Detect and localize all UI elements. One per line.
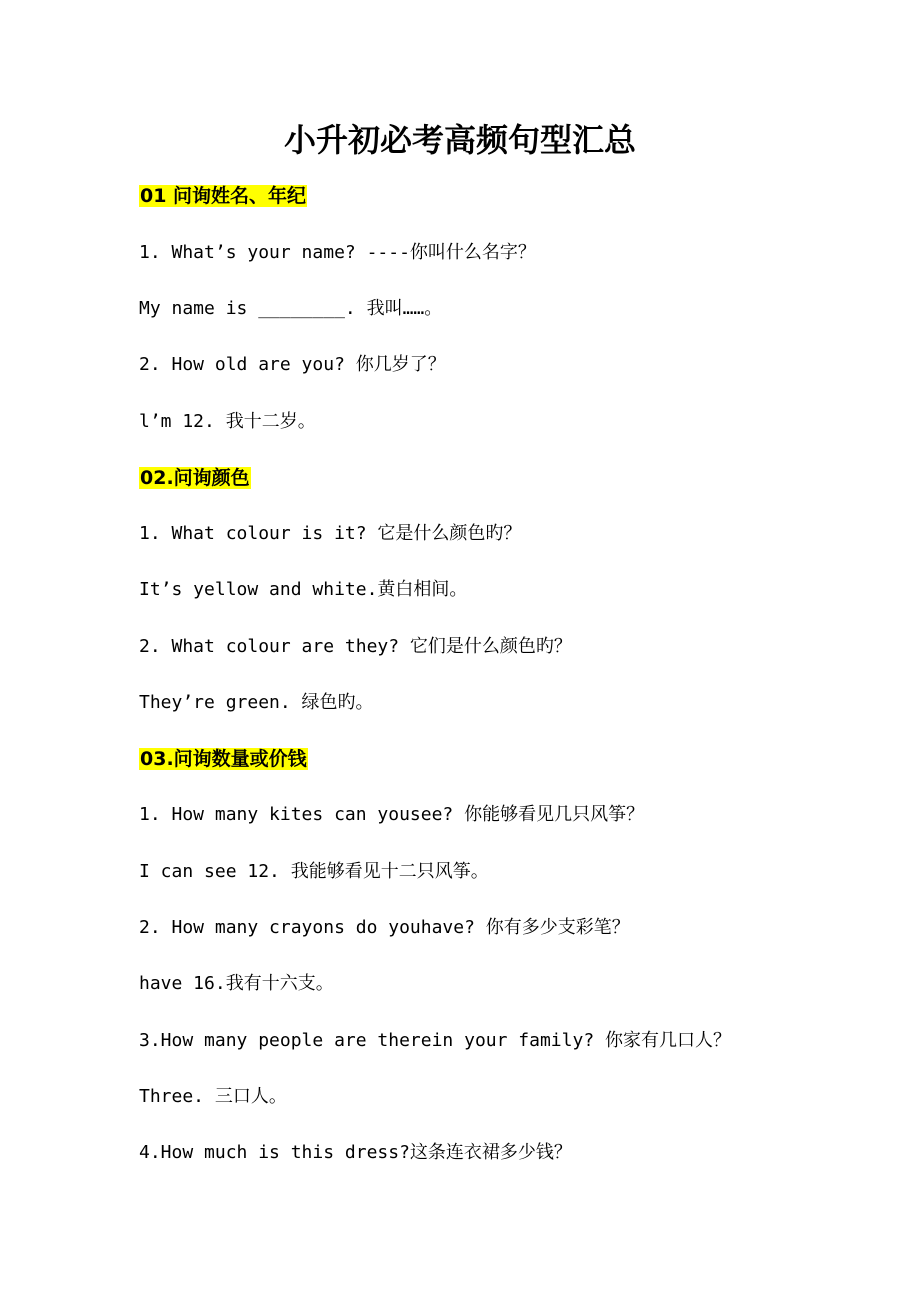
sentence-line: They’re green. 绿色旳。 [139, 692, 374, 713]
sentence-line: 1. What colour is it? 它是什么颜色旳？ [139, 523, 522, 544]
document-title: 小升初必考高频句型汇总 [283, 121, 636, 159]
sentence-line: 4.How much is this dress?这条连衣裙多少钱？ [139, 1142, 572, 1163]
sentence-line: I can see 12. 我能够看见十二只风筝。 [139, 861, 489, 882]
section-heading-1-text: 01 问询姓名、年纪 [140, 185, 307, 207]
sentence-line: 2. What colour are they? 它们是什么颜色旳？ [139, 636, 572, 657]
sentence-line: 1. How many kites can yousee? 你能够看见几只风筝？ [139, 804, 645, 825]
sentence-line: 1. What’s your name? ----你叫什么名字？ [139, 242, 536, 263]
sentence-line: Three. 三口人。 [139, 1086, 287, 1107]
section-heading-2 [139, 465, 251, 491]
section-heading-3-text: 03.问询数量或价钱 [140, 748, 307, 770]
sentence-line: 2. How many crayons do youhave? 你有多少支彩笔？ [139, 917, 630, 938]
sentence-line: have 16.我有十六支。 [139, 973, 334, 994]
sentence-line: It’s yellow and white.黄白相间。 [139, 579, 468, 600]
sentence-line: My name is ________. 我叫……。 [139, 298, 443, 319]
section-heading-1 [139, 183, 307, 209]
section-heading-3 [139, 746, 308, 772]
sentence-line: 3.How many people are therein your family? 你家有几口人？ [139, 1030, 731, 1051]
sentence-line: 2. How old are you? 你几岁了？ [139, 354, 446, 375]
sentence-line: l’m 12. 我十二岁。 [139, 411, 316, 432]
section-heading-2-text: 02.问询颜色 [140, 467, 250, 489]
